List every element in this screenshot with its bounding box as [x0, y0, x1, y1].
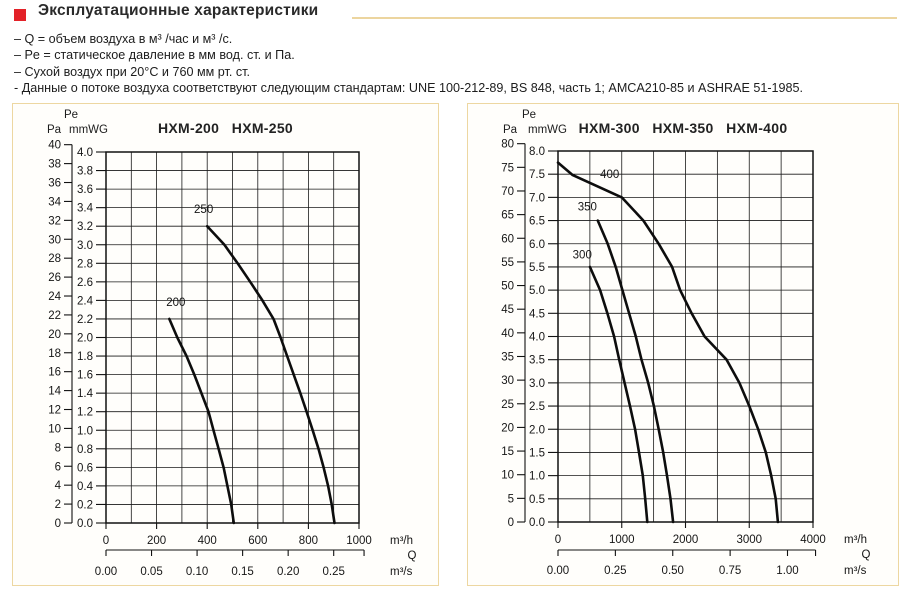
pa-tick-label: 28 — [48, 253, 61, 266]
pa-tick-label: 25 — [501, 398, 514, 411]
pa-tick-labels — [48, 140, 61, 530]
pa-tick-label: 6 — [54, 461, 61, 474]
m3h-tick-label: 4000 — [800, 534, 826, 546]
m3s-unit-label: m³/s — [844, 565, 867, 577]
pa-axis — [64, 145, 72, 523]
pa-tick-label: 80 — [501, 138, 514, 151]
m3h-tick-label: 400 — [197, 535, 217, 547]
pa-tick-label: 10 — [48, 423, 61, 436]
mmwg-axis-title: mmWG — [528, 124, 567, 136]
mmwg-tick-label: 5.5 — [529, 261, 545, 274]
pa-tick-label: 75 — [501, 162, 514, 175]
pa-tick-label: 45 — [501, 304, 514, 317]
pa-tick-label: 34 — [48, 196, 61, 209]
pa-tick-label: 65 — [501, 209, 514, 222]
mmwg-tick-label: 0.6 — [77, 462, 93, 475]
pa-tick-label: 26 — [48, 272, 61, 285]
m3h-tick-label: 2000 — [672, 534, 699, 546]
mmwg-tick-label: 8.0 — [529, 146, 545, 158]
m3h-tick-label: 1000 — [346, 535, 372, 547]
pa-tick-label: 5 — [507, 493, 514, 506]
m3s-tick-label: 0.25 — [604, 565, 627, 577]
m3s-tick-label: 1.00 — [776, 565, 799, 577]
pa-tick-label: 36 — [48, 177, 61, 190]
mmwg-tick-label: 1.0 — [77, 425, 93, 438]
pa-tick-label: 40 — [48, 139, 61, 152]
mmwg-tick-label: 3.5 — [529, 354, 545, 367]
curve-label-250: 250 — [194, 204, 214, 217]
mmwg-tick-label: 3.6 — [77, 184, 93, 197]
m3s-tick-label: 0.00 — [546, 565, 570, 577]
mmwg-tick-label: 1.6 — [77, 369, 93, 382]
m3s-tick-label: 0.05 — [140, 566, 163, 578]
mmwg-tick-label: 0.5 — [529, 493, 545, 506]
pa-tick-label: 16 — [48, 366, 61, 379]
mmwg-tick-label: 2.2 — [77, 313, 93, 326]
m3s-unit-label: m³/s — [390, 566, 413, 578]
m3h-tick-label: 0 — [554, 534, 562, 546]
mmwg-tick-label: 6.0 — [529, 238, 545, 251]
pa-tick-label: 38 — [48, 158, 61, 171]
mmwg-tick-label: 4.0 — [529, 331, 545, 344]
mmwg-tick-label: 3.2 — [77, 221, 93, 234]
pa-tick-label: 8 — [54, 442, 61, 455]
m3s-tick-label: 0.10 — [185, 566, 209, 578]
m3s-tick-label: 0.75 — [718, 565, 742, 577]
mmwg-tick-label: 1.4 — [77, 388, 93, 401]
chart-panel-hxm-200-250 — [12, 103, 439, 586]
pe-axis-title: Pe — [64, 109, 79, 121]
m3s-tick-label: 0.15 — [231, 566, 254, 578]
pa-tick-label: 32 — [48, 215, 61, 228]
section-title: Эксплуатационные характеристики — [38, 2, 319, 19]
mmwg-tick-label: 2.4 — [77, 295, 93, 308]
m3s-tick-label: 0.25 — [322, 566, 345, 578]
m3s-axis — [547, 550, 816, 577]
mmwg-tick-label: 3.0 — [77, 239, 93, 252]
q-axis-label: Q — [861, 549, 871, 561]
pa-tick-label: 40 — [501, 327, 514, 340]
fan-curves-chart-hxm-300-350-400 — [468, 104, 898, 585]
m3h-unit-label: m³/h — [390, 535, 413, 547]
mmwg-tick-label: 0.8 — [77, 443, 93, 456]
pa-tick-label: 12 — [48, 404, 61, 417]
mmwg-tick-label: 0.4 — [77, 480, 93, 493]
pe-axis-title: Pe — [522, 109, 537, 121]
m3h-tick-label: 800 — [298, 535, 318, 547]
axis-unit-labels — [390, 535, 417, 578]
fan-curve-300 — [590, 267, 647, 522]
curve-label-300: 300 — [572, 249, 592, 262]
pa-tick-label: 30 — [501, 375, 514, 388]
curve-label-200: 200 — [166, 296, 186, 309]
pa-tick-label: 55 — [501, 256, 514, 269]
pa-tick-labels — [501, 139, 514, 529]
pa-tick-label: 35 — [501, 351, 514, 364]
m3h-tick-label: 600 — [248, 535, 268, 547]
mmwg-axis — [77, 147, 106, 530]
mmwg-tick-label: 1.0 — [529, 470, 545, 483]
mmwg-tick-label: 2.8 — [77, 258, 93, 271]
chart-title: HXM-200 HXM-250 — [157, 120, 294, 136]
pa-tick-label: 15 — [501, 446, 514, 459]
pa-tick-label: 20 — [48, 328, 61, 341]
chart-title: HXM-300 HXM-350 HXM-400 — [578, 120, 788, 136]
mmwg-tick-label: 2.0 — [529, 424, 545, 437]
m3s-tick-label: 0.00 — [94, 566, 118, 578]
curve-label-400: 400 — [600, 168, 620, 181]
mmwg-tick-label: 4.5 — [529, 308, 545, 321]
mmwg-tick-label: 6.5 — [529, 215, 545, 228]
mmwg-tick-label: 0.0 — [77, 518, 93, 530]
section-bullet-icon — [14, 9, 26, 21]
pa-tick-label: 14 — [48, 385, 61, 398]
mmwg-tick-label: 1.8 — [77, 351, 93, 364]
fan-curve-400 — [558, 163, 778, 522]
pa-tick-label: 70 — [501, 185, 514, 198]
mmwg-tick-label: 0.0 — [529, 517, 545, 529]
mmwg-tick-label: 5.0 — [529, 285, 545, 298]
pa-tick-label: 10 — [501, 469, 514, 482]
mmwg-tick-label: 2.5 — [529, 401, 545, 414]
mmwg-tick-label: 1.2 — [77, 406, 93, 419]
pa-axis-title: Pa — [47, 124, 62, 136]
pa-tick-label: 60 — [501, 233, 514, 246]
pa-tick-label: 20 — [501, 422, 514, 435]
mmwg-tick-label: 3.4 — [77, 202, 93, 215]
q-axis-label: Q — [407, 550, 417, 562]
m3h-tick-label: 1000 — [608, 534, 635, 546]
pa-tick-label: 30 — [48, 234, 61, 247]
pa-tick-label: 50 — [501, 280, 514, 293]
mmwg-tick-label: 4.0 — [77, 147, 93, 159]
mmwg-tick-label: 7.0 — [529, 192, 545, 205]
mmwg-tick-label: 0.2 — [77, 499, 93, 512]
curve-label-350: 350 — [577, 201, 597, 214]
pa-tick-label: 0 — [54, 518, 61, 530]
notes-list — [14, 31, 894, 96]
m3s-tick-label: 0.20 — [276, 566, 300, 578]
pa-tick-label: 18 — [48, 347, 61, 360]
pa-axis — [517, 144, 525, 522]
m3h-tick-label: 200 — [147, 535, 167, 547]
mmwg-tick-label: 3.8 — [77, 165, 93, 178]
mmwg-tick-label: 2.0 — [77, 332, 93, 345]
note-line: – Pe = статическое давление в мм вод. ст. и Па. — [14, 48, 295, 63]
mmwg-tick-label: 3.0 — [529, 377, 545, 390]
note-line: - Данные о потоке воздуха соответствуют следующим стандартам: UNE 100-212-89, BS 848, часть 1; AMCA210-85 и ASHRAE 51-1985. — [14, 80, 804, 95]
pa-tick-label: 0 — [507, 517, 514, 529]
m3h-axis — [555, 522, 826, 546]
mmwg-tick-label: 7.5 — [529, 169, 545, 182]
fan-curve-200 — [169, 319, 234, 523]
mmwg-tick-label: 2.6 — [77, 276, 93, 289]
pa-tick-label: 2 — [54, 499, 61, 512]
m3s-axis — [95, 550, 364, 578]
m3h-tick-label: 3000 — [736, 534, 763, 546]
m3s-tick-label: 0.50 — [661, 565, 684, 577]
fan-curves-chart-hxm-200-250 — [13, 104, 438, 585]
m3h-unit-label: m³/h — [844, 534, 867, 546]
pa-tick-label: 24 — [48, 291, 61, 304]
mmwg-tick-label: 1.5 — [529, 447, 545, 460]
chart-panel-hxm-300-350-400 — [467, 103, 899, 586]
pa-axis-title: Pa — [503, 124, 518, 136]
m3h-axis — [103, 523, 372, 547]
fan-curve-350 — [598, 221, 673, 522]
axis-unit-labels — [844, 534, 871, 577]
note-line: – Сухой воздух при 20°С и 760 мм рт. ст. — [14, 64, 251, 79]
note-line: – Q = объем воздуха в м³ /час и м³ /с. — [14, 32, 233, 46]
mmwg-axis-title: mmWG — [69, 124, 108, 136]
pa-tick-label: 22 — [48, 309, 61, 322]
m3h-tick-label: 0 — [102, 535, 110, 547]
mmwg-axis — [529, 146, 558, 529]
pa-tick-label: 4 — [54, 480, 61, 493]
grid-lines — [106, 152, 359, 523]
header-rule — [352, 17, 897, 19]
